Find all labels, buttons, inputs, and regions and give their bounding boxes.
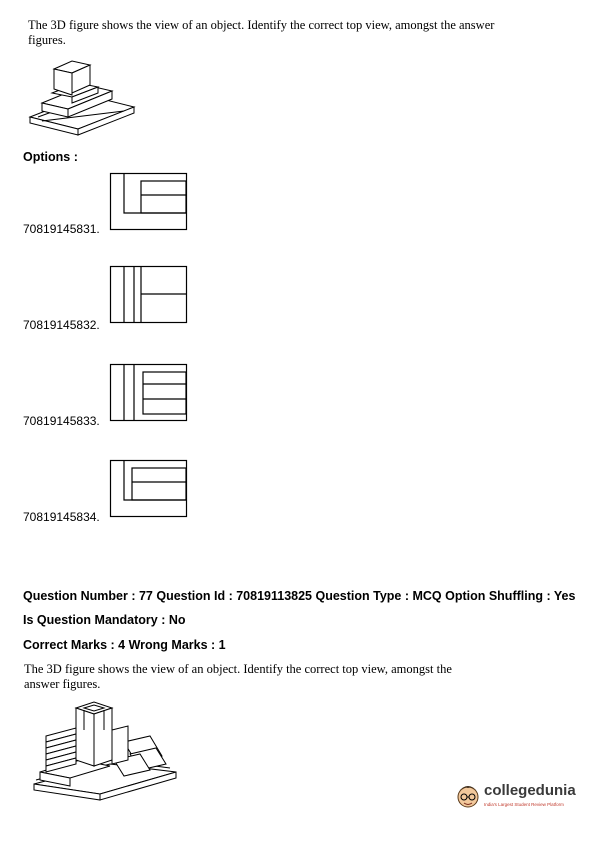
- question-1-line-2: figures.: [28, 33, 66, 47]
- logo-tagline: India's Largest Student Review Platform: [484, 802, 564, 807]
- question-1-line-1: The 3D figure shows the view of an object. Identify the correct top view, amongst the answer: [28, 18, 495, 32]
- question-1-text: [28, 18, 568, 48]
- logo-wordmark: collegedunia: [484, 782, 576, 799]
- option-3-figure[interactable]: [110, 364, 188, 422]
- question-2-line-1: The 3D figure shows the view of an object. Identify the correct top view, amongst the: [24, 662, 452, 676]
- question-1-3d-figure: [28, 55, 138, 135]
- question-2-meta: Question Number : 77 Question Id : 70819113825 Question Type : MCQ Option Shuffling : Yes: [23, 589, 576, 603]
- option-2-figure[interactable]: [110, 266, 188, 324]
- question-2-line-2: answer figures.: [24, 677, 101, 691]
- options-heading: Options :: [23, 150, 78, 164]
- question-2-marks: Correct Marks : 4 Wrong Marks : 1: [23, 638, 226, 652]
- option-4-label[interactable]: 70819145834.: [23, 510, 100, 524]
- option-2-label[interactable]: 70819145832.: [23, 318, 100, 332]
- option-3-label[interactable]: 70819145833.: [23, 414, 100, 428]
- collegedunia-logo: [455, 778, 575, 814]
- option-1-figure[interactable]: [110, 173, 188, 231]
- question-2-3d-figure: [30, 700, 180, 805]
- mascot-icon: [455, 780, 481, 810]
- question-2-mandatory: Is Question Mandatory : No: [23, 613, 186, 627]
- option-4-figure[interactable]: [110, 460, 188, 518]
- option-1-label[interactable]: 70819145831.: [23, 222, 100, 236]
- question-2-text: [24, 662, 564, 692]
